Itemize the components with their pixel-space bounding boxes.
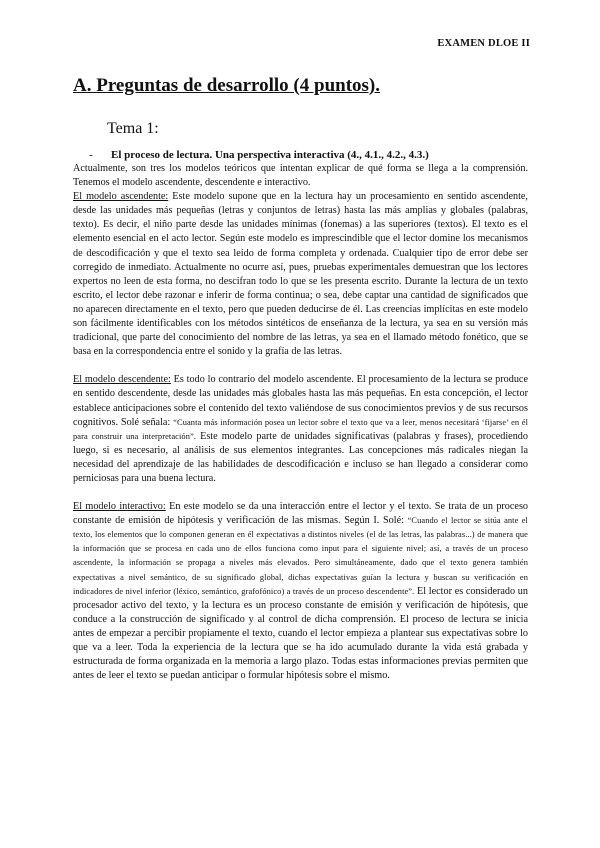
intro-text: Actualmente, son tres los modelos teóricos que intentan explicar de qué forma se llega a la comprensión. Tenemos el modelo ascendente, descendente e interactivo. xyxy=(73,163,528,189)
descendente-text-b: Este modelo parte de unidades significativas (palabras y frases), procediendo luego, si es necesario, al análisis de sus elementos integrantes. Las concepciones más radicales niegan la necesidad del aprendizaje de las habilidades de descodificación e incluso se han llegado a considerar como perniciosas para una buena lectura. xyxy=(73,430,528,484)
interactivo-text-a: En este modelo se da una interacción entre el lector y el texto. Se trata de un proceso constante de emisión de hipótesis y verificación de las mismas. Según I. Solé: xyxy=(73,501,528,527)
interactivo-text-b: El lector es considerado un procesador activo del texto, y la lectura es un proceso constante de emisión y verificación de hipótesis, que conduce a la construcción de significado y al control de dicha comprensión. El proceso de lectura se inicia antes de empezar a percibir propiamente el texto, cuando el lector empieza a plantear sus expectativas sobre lo que va a leer. Toda la experiencia de la lectura que se ha ido acumulado durante la vida está grabada y estructurada de forma organizada en la memoria a largo plazo. Todas estas informaciones previas permiten que antes de leer el texto se puedan anticipar o formular hipótesis sobre el mismo. xyxy=(73,585,528,682)
ascendente-text: Este modelo supone que en la lectura hay un procesamiento en sentido ascendente, desde las unidades más pequeñas (letras y conjuntos de letras) hasta las más amplias y globales (palabras, texto). Es decir, el niño parte desde las unidades mínimas (fonemas) a las superiores (textos). El texto es el elemento esencial en el acto lector. Según este modelo es imprescindible que el lector domine los mecanismos de descodificación y que el texto sea leído de forma completa y ordenada. Cualquier tipo de error debe ser corregido de inmediato. Actualmente no ocurre así, pues, pruebas experimentales demuestran que los lectores expertos no leen de esta forma, no descifran todo lo que se les presenta escrito. Durante la lectura de un texto escrito, el lector debe razonar e inferir de forma continua; o sea, debe captar una cantidad de significados que no aparecen directamente en el texto, pero que pueden deducirse de él. Las creencias implícitas en este modelo son fácilmente identificables con los métodos sintéticos de enseñanza de la lectura, ya sea en su versión más tradicional, que parte del conocimiento del nombre de las letras, ya sea en el llamado método fonético, que se basa en la correspondencia entre el sonido y la grafía de las letras. xyxy=(73,191,528,358)
interactivo-label: El modelo interactivo: xyxy=(73,501,166,513)
descendente-quote: “Cuanta más información posea un lector sobre el texto que va a leer, menos necesitará ‘fijarse’ en él para construir una interpretación”. xyxy=(73,417,528,441)
topic-heading xyxy=(89,149,429,161)
section-title: A. Preguntas de desarrollo (4 puntos). xyxy=(73,75,381,96)
intro-paragraph xyxy=(73,162,528,359)
descendente-label: El modelo descendente: xyxy=(73,374,171,386)
descendente-text-a: Es todo lo contrario del modelo ascendente. El procesamiento de la lectura se produce en sentido descendente, desde las unidades más globales hasta las más pequeñas. En esta concepción, el lector establece anticipaciones sobre el contenido del texto valiéndose de sus conocimientos previos y de sus recursos cognitivos. Solé señala: xyxy=(73,374,528,428)
bullet-dash: - xyxy=(89,149,93,161)
exam-header: EXAMEN DLOE II xyxy=(437,38,530,49)
interactivo-quote: “Cuando el lector se sitúa ante el texto, los elementos que lo componen generan en él expectativas a distintos niveles (el de las letras, las palabras...) de manera que la información que se procesa en cada uno de ellos funciona como input para el siguiente nivel; así, a través de un proceso ascendente, la información se propaga a niveles más elevados. Pero simultáneamente, dado que el texto genera también expectativas a nivel semántico, de su significado global, dichas expectativas guían la lectura y buscan su verificación en indicadores de nivel inferior (léxico, semántico, grafofónico) a través de un proceso descendente”. xyxy=(73,516,528,596)
topic-title: El proceso de lectura. Una perspectiva interactiva (4., 4.1., 4.2., 4.3.) xyxy=(111,149,429,161)
descendente-paragraph xyxy=(73,373,528,486)
tema-title: Tema 1: xyxy=(107,120,159,137)
document-body xyxy=(73,162,528,683)
ascendente-label: El modelo ascendente: xyxy=(73,191,169,203)
interactivo-paragraph xyxy=(73,500,528,683)
